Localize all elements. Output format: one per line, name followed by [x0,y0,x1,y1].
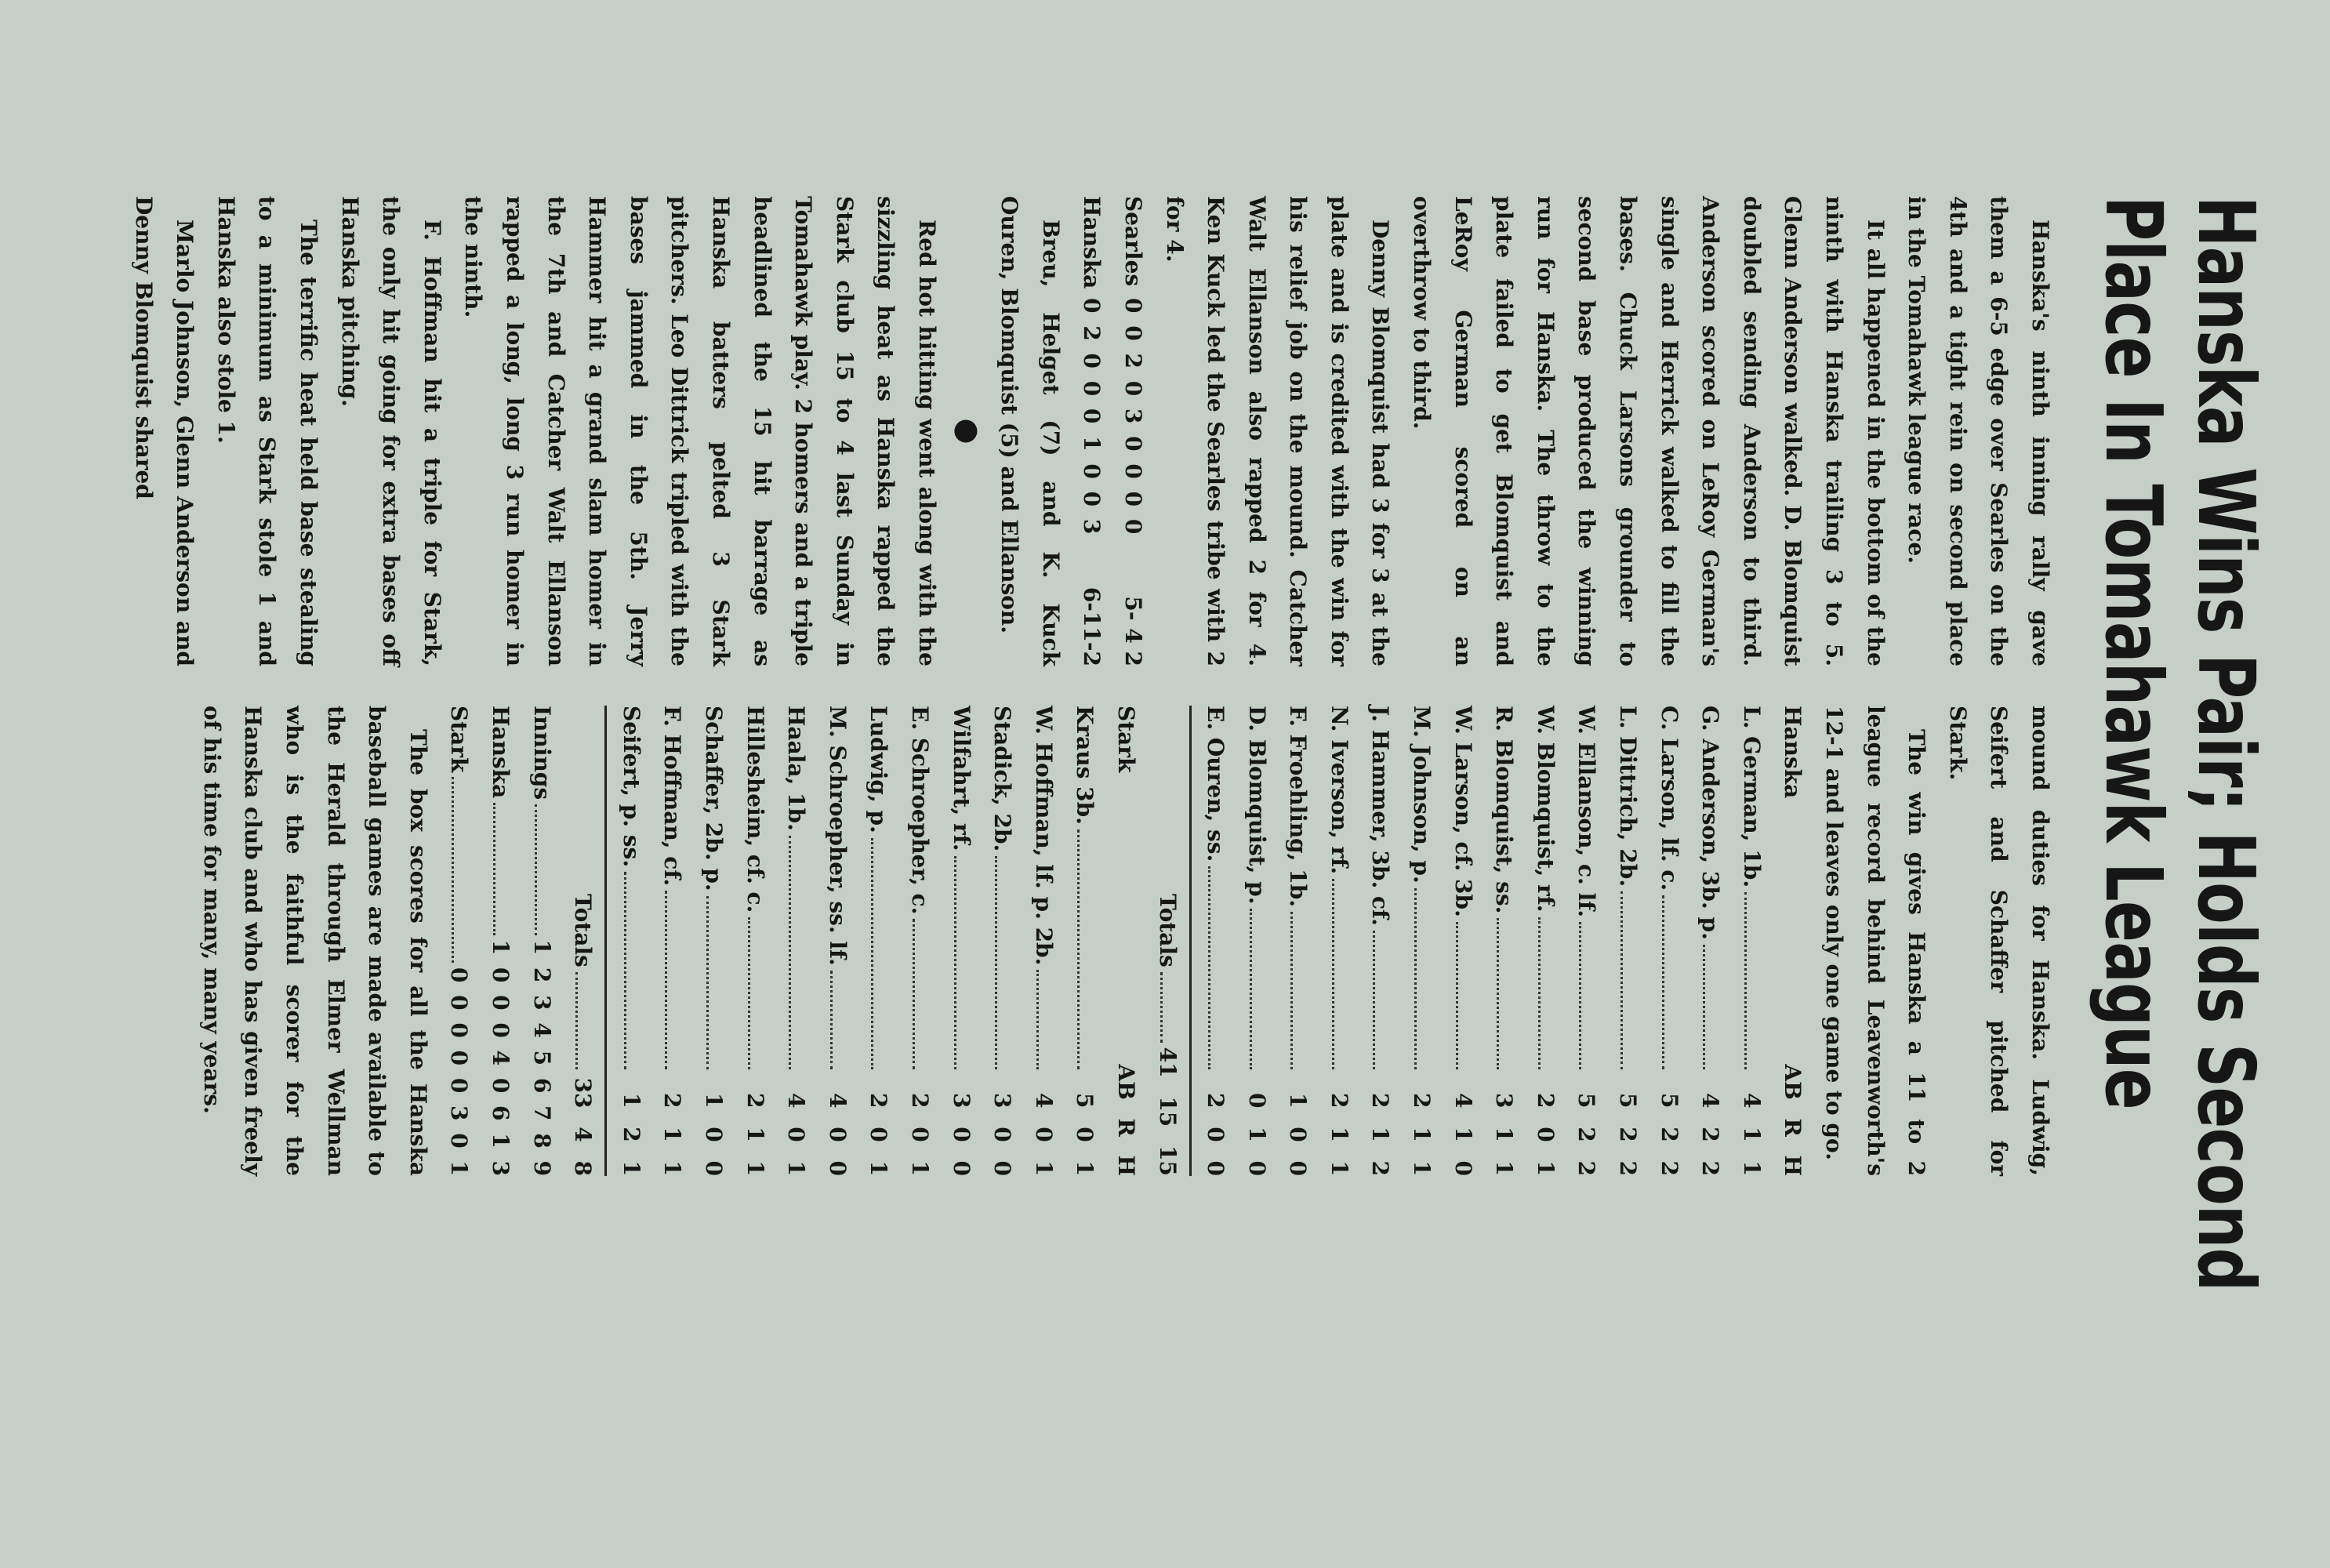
player-stats: 1 0 0 [701,1093,727,1176]
player-stats: 2 1 1 [659,1093,686,1176]
team-name: Stark [446,706,473,773]
player-name: W. Ellanson, c. lf. [1573,706,1600,917]
player-name: Kraus 3b. [1072,706,1098,825]
player-name: M. Johnson, p. [1409,706,1435,884]
player-stats: 4 0 0 [824,1093,851,1176]
totals-row [562,706,604,1176]
player-stats: 4 0 1 [1030,1093,1057,1176]
player-name: Schaffer, 2b. p. [701,706,727,891]
box-score-row [1359,706,1401,1176]
inning-scores: 1 0 0 0 4 0 6 1 3 [488,939,514,1176]
story-paragraph: The terrific heat held base stealing to a minimum as Stark stole 1 and Hanska also stole 1. [212,196,322,666]
line-total: 6-11-2 [1079,586,1105,666]
player-name: E. Schroepher, c. [906,706,933,915]
box-score-row [898,706,940,1176]
box-score-row [610,706,651,1176]
leader-dots [1414,888,1417,1069]
story-paragraph: It all happened in the bottom of the ninth with Hanska trailing 3 to 5. Glenn Anderson walked. D. Blomquist doubled sending Anderson to third. Anderson scored on LeRoy German's single and Herrick walked to fill the bases. Chuck Larsons grounder to second base produced the winning run for Hanska. The throw to the plate failed to get Blomquist and LeRoy German scored on an overthrow to third. [1409,196,1889,666]
totals-rule [604,706,607,1176]
box-score-header [1105,706,1146,1176]
leader-dots [1250,909,1252,1069]
leader-dots [1662,895,1664,1069]
totals-label: Totals [570,894,597,967]
linescore-row [479,706,521,1176]
box-score-row [1064,706,1105,1176]
box-score-row [1318,706,1359,1176]
leader-dots [748,917,750,1069]
batteries: Breu, Helget (7) and K. Kuck Ouren, Blomquist (5) and Ellanson. [996,196,1064,666]
player-stats: 4 0 1 [783,1093,810,1176]
inning-scores: 0 0 0 0 0 3 0 1 [446,967,473,1176]
player-stats: 2 0 1 [866,1093,892,1176]
leader-dots [1077,829,1080,1069]
player-name: E. Ouren, ss. [1203,706,1229,862]
inning-scores: 0 2 0 0 0 1 0 0 3 [1079,298,1105,535]
box-score-row [1442,706,1483,1176]
totals-row [1146,706,1188,1176]
leader-dots [995,856,997,1069]
totals-stats: 41 15 15 [1154,1047,1181,1176]
story-paragraph: Denny Blomquist had 3 for 3 at the plate and is credited with the win for his relief job on the mound. Catcher Walt Ellanson also rapped 2 for 4. Ken Kuck led the Searles tribe with 2 for 4. [1161,196,1394,666]
player-name: J. Hammer, 3b. cf. [1367,706,1394,926]
headline-line: Place In Tomahawk League [2088,196,2179,1109]
leader-dots [1703,945,1705,1069]
totals-rule [1189,706,1192,1176]
player-stats: 2 1 1 [742,1093,768,1176]
box-score-row [651,706,693,1176]
stat-columns: AB R H [1780,1064,1806,1176]
leader-dots [493,803,495,935]
player-name: L. Dittrich, 2b. [1615,706,1642,887]
player-stats: 4 2 2 [1697,1093,1724,1176]
team-name: Searles [1120,196,1146,287]
line-total: 5- 4 2 [1120,596,1146,666]
story-paragraph: Marlo Johnson, Glenn Anderson and Denny Blomquist shared [130,196,198,666]
totals-label: Totals [1154,894,1181,967]
leader-dots [1538,917,1541,1070]
player-name: R. Blomquist, ss. [1491,706,1518,914]
column-right [191,706,2060,1176]
leader-dots [1579,922,1581,1069]
player-stats: 4 1 0 [1450,1093,1476,1176]
box-score-row [775,706,817,1176]
player-name: Stadick, 2b. [989,706,1016,852]
player-name: Wilfahrt, rf. [948,706,974,851]
column-left [122,196,2060,666]
leader-dots [1160,972,1163,1043]
stat-columns: AB R H [1112,1064,1139,1176]
player-stats: 1 2 1 [618,1093,644,1176]
player-stats: 2 1 1 [1409,1093,1435,1176]
box-score-row [1689,706,1731,1176]
box-score-row [1195,706,1236,1176]
story-paragraph: Hanska's ninth inning rally gave them a 6-5 edge over Searles on the 4th and a tight rein on second place in the Tomahawk league race. [1904,196,2053,666]
leader-dots [1208,866,1210,1069]
player-stats: 4 1 1 [1738,1093,1765,1176]
player-name: Ludwig, p. [866,706,892,833]
leader-dots [1332,879,1334,1069]
player-name: M. Schroepher, ss. lf. [824,706,851,966]
leader-dots [575,972,578,1069]
linescore-row [1112,196,1153,666]
team-name: Stark [1112,706,1139,773]
player-stats: 5 2 2 [1615,1093,1642,1176]
box-score-row [1483,706,1525,1176]
leader-dots [1456,922,1458,1069]
player-name: C. Larson, lf. c. [1656,706,1682,891]
player-stats: 3 0 0 [989,1093,1016,1176]
stark-box-rows [610,706,1105,1176]
inning-scores: 0 0 2 0 3 0 0 0 0 [1120,298,1146,535]
team-name: Hanska [488,706,514,799]
headline [2087,196,2272,1291]
inning-numbers: 1 2 3 4 5 6 7 8 9 [528,939,555,1176]
separator-bullet: ● [950,418,986,445]
box-score-row [1648,706,1689,1176]
player-stats: 2 0 1 [906,1093,933,1176]
player-name: D. Blomquist, p. [1243,706,1270,905]
player-stats: 5 2 2 [1573,1093,1600,1176]
player-name: Hillesheim, cf. c. [742,706,768,913]
player-stats: 0 1 0 [1243,1093,1270,1176]
box-score-row [940,706,982,1176]
box-score-row [1524,706,1566,1176]
leader-dots [1620,891,1623,1069]
player-name: W. Blomquist, rf. [1532,706,1559,913]
player-name: N. Iverson, rf. [1326,706,1352,875]
box-score-row [734,706,775,1176]
team-name: Hanska [1079,196,1105,289]
player-name: Seifert, p. ss. [618,706,644,868]
leader-dots [871,838,873,1069]
player-stats: 3 0 0 [948,1093,974,1176]
story-paragraph: The box scores for all the Hanska baseball games are made available to the Herald through Elmer Wellman who is the faithful scorer for the Hanska club and who has given freely of his time for many, many years. [198,706,431,1176]
player-stats: 2 1 1 [1326,1093,1352,1176]
leader-dots [624,872,626,1069]
box-score-row [1730,706,1772,1176]
leader-dots [1290,912,1293,1069]
box-score-row [1606,706,1648,1176]
player-stats: 2 0 1 [1532,1093,1559,1176]
linescore-row [438,706,480,1176]
player-name: F. Hoffman, cf. [659,706,686,887]
newspaper-clipping [24,24,2281,1544]
box-score-row [1022,706,1064,1176]
player-stats: 2 0 0 [1203,1093,1229,1176]
box-score-row [1277,706,1319,1176]
player-name: W. Hoffman, lf. p. 2b. [1030,706,1057,966]
story-paragraph: F. Hoffman hit a triple for Stark, the only hit going for extra bases off Hanska pitching. [336,196,445,666]
story-paragraph: Red hot hitting went along with the sizzling heat as Hanska rapped the Stark club 15 to 4 last Sunday in Tomahawk play. 2 homers and a triple headlined the 15 hit barrage as Hanska batters pelted 3 Stark pitchers. Leo Dittrick tripled with the bases jammed in the 5th. Jerry Hammer hit a grand slam homer in the 7th and Catcher Walt Ellanson rapped a long, long 3 run homer in the ninth. [460,196,940,666]
box-score-row [816,706,858,1176]
player-stats: 5 2 2 [1656,1093,1682,1176]
team-name: Hanska [1780,706,1806,799]
box-score-row [1236,706,1277,1176]
leader-dots [789,836,791,1069]
leader-dots [954,856,956,1070]
box-score-row [982,706,1023,1176]
story-paragraph: The win gives Hanska a 11 to 2 league record behind Leavenworth's 12-1 and leaves only one game to go. [1821,706,1930,1176]
player-name: F. Froehling, 1b. [1285,706,1312,908]
leader-dots [452,777,454,962]
player-stats: 3 1 1 [1491,1093,1518,1176]
linescore-row [521,706,562,1176]
player-name: L. German, 1b. [1738,706,1765,888]
box-score-header [1772,706,1813,1176]
player-name: W. Larson, cf. 3b. [1450,706,1476,917]
box-score-row [858,706,899,1176]
story-paragraph: mound duties for Hanska. Ludwig, Seifert and Schaffer pitched for Stark. [1944,706,2053,1176]
player-stats: 2 1 2 [1367,1093,1394,1176]
headline-line: Hanska Wins Pair; Holds Second [2180,196,2272,1291]
player-name: G. Anderson, 3b. p. [1697,706,1724,940]
box-score-row [692,706,734,1176]
player-name: Haala, 1b. [783,706,810,831]
player-stats: 5 0 1 [1072,1093,1098,1176]
box-score-row [1401,706,1443,1176]
leader-dots [830,971,833,1069]
leader-dots [1744,892,1747,1069]
hanska-box-rows [1195,706,1772,1176]
box-score-row [1566,706,1607,1176]
leader-dots [535,804,537,935]
leader-dots [665,891,667,1069]
leader-dots [1374,931,1376,1069]
leader-dots [706,896,709,1069]
player-stats: 1 0 0 [1285,1093,1312,1176]
leader-dots [913,919,915,1069]
linescore-row [1071,196,1112,666]
totals-stats: 33 4 8 [570,1077,597,1176]
leader-dots [1036,970,1039,1069]
leader-dots [1497,918,1499,1069]
innings-label: Innings [528,706,555,800]
